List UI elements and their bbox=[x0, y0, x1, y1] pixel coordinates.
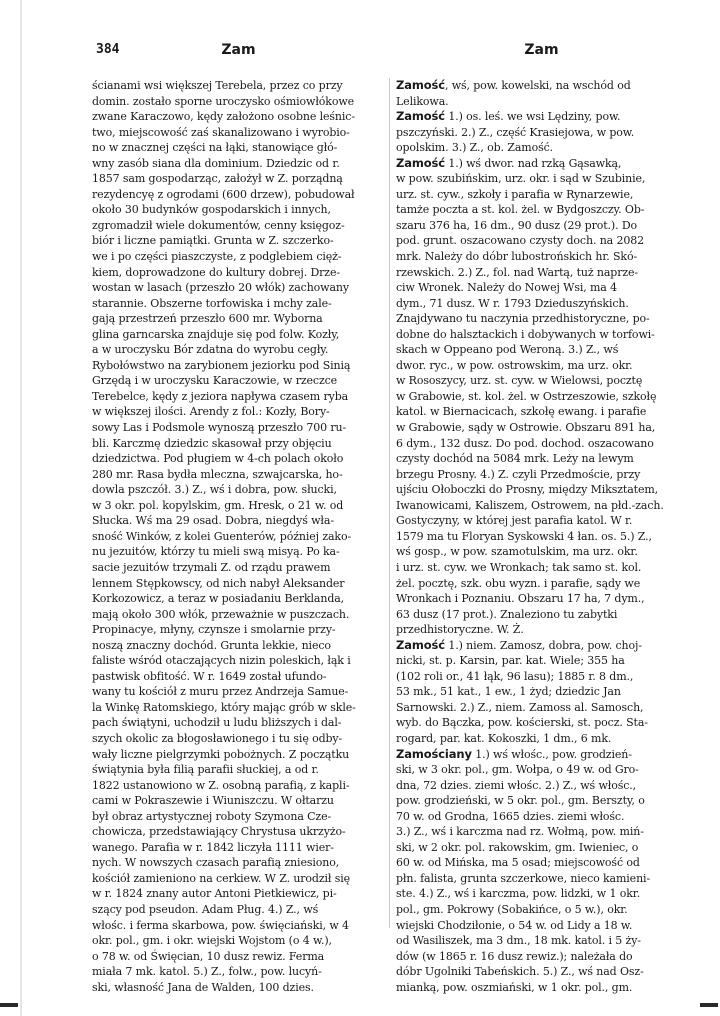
text-line: faliste wśród otaczających nizin poleskich, łąk i bbox=[92, 654, 351, 668]
text-line: mianką, pow. oszmiański, w 1 okr. pol., gm. bbox=[396, 980, 633, 994]
text-line: pol., gm. Pokrowy (Sobakińce, o 5 w.), okr. bbox=[396, 902, 628, 916]
text-line: w większej ilości. Arendy z fol.: Kozły, Bory- bbox=[92, 405, 330, 419]
text-line: Gostyczyny, w której jest parafia katol. W r. bbox=[396, 514, 633, 528]
text-line: Zamość 1.) os. leś. we wsi Lędziny, pow. bbox=[396, 109, 621, 124]
text-line: pastwisk obfitość. W r. 1649 został ufundo- bbox=[92, 669, 327, 683]
text-line: Rybołówstwo na zarybionem jeziorku pod Sinią bbox=[92, 358, 351, 372]
text-line: bli. Karczmę dziedzic skasował przy objęciu bbox=[92, 436, 332, 450]
text-line: brzegu Prosny. 4.) Z. czyli Przedmoście, przy bbox=[396, 467, 641, 481]
right-text-column bbox=[396, 78, 686, 995]
scan-edge-shadow bbox=[20, 0, 22, 1016]
text-line: czysty dochód na 5084 mrk. Leży na lewym bbox=[396, 452, 634, 466]
text-line: zwane Karaczowo, kędy założono osobne leśnic- bbox=[92, 110, 355, 124]
text-line: dobne do halsztackich i dobywanych w torfowi- bbox=[396, 327, 655, 341]
text-line: Zamościany 1.) wś włośc., pow. grodzień- bbox=[396, 746, 632, 761]
page-header bbox=[96, 42, 681, 64]
entry-headword: Zamościany bbox=[396, 746, 472, 761]
running-headword-right: Zam bbox=[524, 42, 559, 58]
text-line: szący pod pseudon. Adam Pług. 4.) Z., wś bbox=[92, 902, 319, 916]
text-line: Propinacye, młyny, czynsze i smolarnie przy- bbox=[92, 623, 336, 637]
text-line: żel. pocztę, szk. obu wyzn. i parafie, sądy we bbox=[396, 576, 641, 590]
text-line: two, miejscowość zaś skanalizowano i wyrobio- bbox=[92, 125, 350, 139]
text-line: sność Winków, z kolei Guenterów, później zako- bbox=[92, 529, 352, 543]
text-line: dwor. ryc., w pow. ostrowskim, ma urz. okr. bbox=[396, 358, 633, 372]
text-line: około 30 budynków gospodarskich i innych, bbox=[92, 203, 331, 217]
text-line: pszczyński. 2.) Z., część Krasiejowa, w pow. bbox=[396, 125, 635, 139]
text-line: miała 7 mk. katol. 5.) Z., folw., pow. lucyń- bbox=[92, 965, 322, 979]
text-line: w Grabowie, sądy w Ostrowie. Obszaru 891 ha, bbox=[396, 421, 656, 435]
text-line: Wronkach i Poznaniu. Obszaru 17 ha, 7 dym., bbox=[396, 592, 645, 606]
text-line: gają przestrzeń przeszło 600 mr. Wyborna bbox=[92, 312, 323, 326]
text-line: Lelikowa. bbox=[396, 94, 449, 108]
text-line: tamże poczta a st. kol. żel. w Bydgoszczy. Ob- bbox=[396, 203, 645, 217]
running-headword-left: Zam bbox=[221, 42, 256, 58]
text-line: Znajdywano tu naczynia przedhistoryczne, po- bbox=[396, 312, 650, 326]
text-line: ski, w 2 okr. pol. rakowskim, gm. Iwieniec, o bbox=[396, 840, 639, 854]
text-line: dziedzictwa. Pod pługiem w 4-ch polach około bbox=[92, 452, 344, 466]
text-line: 1857 sam gospodarząc, założył w Z. porządną bbox=[92, 172, 343, 186]
scan-registration-mark-left bbox=[0, 1003, 18, 1007]
text-line: w Rososzycy, urz. st. cyw. w Wielowsi, pocztę bbox=[396, 374, 643, 388]
text-line: ujściu Ołoboczki do Prosny, między Miksztatem, bbox=[396, 483, 659, 497]
text-line: Słucka. Wś ma 29 osad. Dobra, niegdyś wła- bbox=[92, 514, 334, 528]
text-line: rogard, par. kat. Kokoszki, 1 dm., 6 mk. bbox=[396, 731, 612, 745]
text-line: dowla pszczół. 3.) Z., wś i dobra, pow. słucki, bbox=[92, 483, 337, 497]
page-number: 384 bbox=[96, 42, 120, 57]
text-line: Zamość 1.) wś dwor. nad rzką Gąsawką, bbox=[396, 155, 622, 170]
text-line: wyb. do Bączka, pow. kościerski, st. pocz. Sta- bbox=[396, 716, 648, 730]
text-line: Sarnowski. 2.) Z., niem. Zamoss al. Samosch, bbox=[396, 700, 644, 714]
text-line: rzewskich. 2.) Z., fol. nad Wartą, tuż naprze- bbox=[396, 265, 639, 279]
text-line: wały liczne pielgrzymki pobożnych. Z początku bbox=[92, 747, 350, 761]
text-line: wny zasób siana dla dominium. Dziedzic od r. bbox=[92, 156, 340, 170]
text-line: mrk. Należy do dóbr lubostrońskich hr. Skó- bbox=[396, 250, 638, 264]
text-line: la Winkę Ratomskiego, który mając grób w skle- bbox=[92, 700, 356, 714]
text-line: wostan w lasach (przeszło 20 włók) zachowany bbox=[92, 281, 349, 295]
text-line: pow. grodzieński, w 5 okr. pol., gm. Berszty, o bbox=[396, 794, 645, 808]
text-line: 3.) Z., wś i karczma nad rz. Wołmą, pow. miń- bbox=[396, 825, 644, 839]
text-line: zgromadził wiele dokumentów, cenny księgoz- bbox=[92, 218, 345, 232]
text-line: świątynia była filią parafii słuckiej, a od r. bbox=[92, 763, 319, 777]
text-line: nych. W nowszych czasach parafią zniesiono, bbox=[92, 856, 340, 870]
text-line: w Grabowie, st. kol. żel. w Ostrzeszowie, szkołę bbox=[396, 389, 657, 403]
text-line: dym., 71 dusz. W r. 1793 Dzieduszyńskich. bbox=[396, 296, 629, 310]
text-line: był obraz artystycznej roboty Szymona Cze- bbox=[92, 809, 332, 823]
text-line: a w uroczysku Bór zdatna do wyrobu cegły. bbox=[92, 343, 329, 357]
text-line: kiem, doprowadzone do kultury dobrej. Drze- bbox=[92, 265, 340, 279]
text-line: rezydencyę z ogrodami (600 drzew), pobudował bbox=[92, 187, 355, 201]
text-line: we i po części piaszczyste, z podglebiem cięż- bbox=[92, 250, 342, 264]
text-line: szaru 376 ha, 16 dm., 90 dusz (29 prot.). Do bbox=[396, 218, 638, 232]
text-line: kościół zamieniono na cerkiew. W Z. urodził się bbox=[92, 871, 351, 885]
text-line: szych okolic za błogosławionego i tu się odby- bbox=[92, 731, 343, 745]
text-line: ski, w 3 okr. pol., gm. Wołpa, o 49 w. od Gro- bbox=[396, 763, 639, 777]
text-line: ski, własność Jana de Walden, 100 dzies. bbox=[92, 980, 314, 994]
text-line: 1579 ma tu Floryan Syskowski 4 łan. os. 5.) Z., bbox=[396, 529, 652, 543]
text-line: pach świątyni, uchodził u ludu bliższych i dal- bbox=[92, 716, 342, 730]
text-line: ste. 4.) Z., wś i karczma, pow. lidzki, w 1 okr. bbox=[396, 887, 641, 901]
text-line: od Wasiliszek, ma 3 dm., 18 mk. katol. i 5 ży- bbox=[396, 934, 641, 948]
text-line: w pow. szubińskim, urz. okr. i sąd w Szubinie, bbox=[396, 172, 646, 186]
text-line: ścianami wsi większej Terebela, przez co przy bbox=[92, 79, 343, 92]
text-line: okr. pol., gm. i okr. wiejski Wojstom (o 4 w.), bbox=[92, 934, 332, 948]
text-line: Korkozowicz, a teraz w posiadaniu Berklanda, bbox=[92, 592, 345, 606]
text-line: nu jezuitów, którzy tu mieli swą misyą. Po ka- bbox=[92, 545, 340, 559]
entry-headword: Zamość bbox=[396, 637, 445, 652]
text-line: skach w Oppeano pod Weroną. 3.) Z., wś bbox=[396, 343, 619, 357]
text-line: urz. st. cyw., szkoły i parafia w Rynarzewie, bbox=[396, 187, 634, 201]
text-line: przedhistoryczne. W. Ż. bbox=[396, 623, 524, 637]
entry-headword: Zamość bbox=[396, 109, 445, 124]
text-line: (102 roli or., 41 łąk, 96 lasu); 1885 r. 8 dm., bbox=[396, 669, 634, 683]
text-line: Terebelce, kędy z jeziora napływa czasem ryba bbox=[92, 389, 349, 403]
left-text-column bbox=[92, 78, 382, 995]
text-line: Grzędą i w uroczysku Karaczowie, w rzeczce bbox=[92, 374, 338, 388]
text-line: Zamość 1.) niem. Zamosz, dobra, pow. choj- bbox=[396, 637, 642, 652]
scan-registration-mark-right bbox=[700, 1003, 718, 1007]
text-line: wanego. Parafia w r. 1842 liczyła 1111 wier- bbox=[92, 840, 334, 854]
text-line: ciw Wronek. Należy do Nowej Wsi, ma 4 bbox=[396, 281, 618, 295]
text-line: dóbr Ugolniki Tabeńskich. 5.) Z., wś nad Osz- bbox=[396, 965, 644, 979]
text-line: o 78 w. od Święcian, 10 dusz rewiz. Ferma bbox=[92, 949, 325, 963]
entry-headword: Zamość bbox=[396, 78, 445, 92]
text-line: cami w Pokraszewie i Wiuniszczu. W ołtarzu bbox=[92, 794, 334, 808]
text-line: mają około 300 włók, przeważnie w puszczach. bbox=[92, 607, 350, 621]
text-line: 60 w. od Mińska, ma 5 osad; miejscowość od bbox=[396, 856, 640, 870]
text-line: 6 dym., 132 dusz. Do pod. dochod. oszacowano bbox=[396, 436, 654, 450]
entry-headword: Zamość bbox=[396, 155, 445, 170]
text-line: biór i liczne pamiątki. Grunta w Z. szczerko- bbox=[92, 234, 334, 248]
column-divider bbox=[389, 78, 390, 928]
text-line: włośc. i ferma skarbowa, pow. święciański, w 4 bbox=[92, 918, 349, 932]
text-line: dna, 72 dzies. ziemi włośc. 2.) Z., wś włośc., bbox=[396, 778, 637, 792]
text-line: i urz. st. cyw. we Wronkach; tak samo st. kol. bbox=[396, 560, 642, 574]
text-line: 70 w. od Grodna, 1665 dzies. ziemi włośc. bbox=[396, 809, 625, 823]
text-line: 63 dusz (17 prot.). Znaleziono tu zabytki bbox=[396, 607, 618, 621]
text-line: wany tu kościół z muru przez Andrzeja Samue- bbox=[92, 685, 349, 699]
text-line: pod. grunt. oszacowano czysty doch. na 2082 bbox=[396, 234, 644, 248]
text-line: Zamość, wś, pow. kowelski, na wschód od bbox=[396, 78, 631, 92]
text-line: 53 mk., 51 kat., 1 ew., 1 żyd; dziedzic Jan bbox=[396, 685, 621, 699]
text-line: wiejski Chodziłonie, o 54 w. od Lidy a 18 w. bbox=[396, 918, 633, 932]
text-line: w r. 1824 znany autor Antoni Pietkiewicz, pi- bbox=[92, 887, 337, 901]
text-line: sacie jezuitów trzymali Z. od rządu prawem bbox=[92, 560, 331, 574]
text-line: chowicza, przedstawiający Chrystusa ukrzyżo- bbox=[92, 825, 346, 839]
text-line: w 3 okr. pol. kopylskim, gm. Hresk, o 21 w. od bbox=[92, 498, 344, 512]
text-line: no w znacznej części na łąki, stanowiące głó- bbox=[92, 141, 338, 155]
text-line: płn. falista, grunta szczerkowe, nieco kamieni- bbox=[396, 871, 651, 885]
text-line: katol. w Biernacicach, szkołę ewang. i parafie bbox=[396, 405, 647, 419]
text-line: 280 mr. Rasa bydła mleczna, szwajcarska, ho- bbox=[92, 467, 343, 481]
text-line: glina garncarska znajduje się pod folw. Kozły, bbox=[92, 327, 340, 341]
text-line: starannie. Obszerne torfowiska i mchy zale- bbox=[92, 296, 332, 310]
text-line: wś gosp., w pow. szamotulskim, ma urz. okr. bbox=[396, 545, 638, 559]
text-line: domin. zostało sporne uroczysko ośmiowłókowe bbox=[92, 94, 355, 108]
text-line: dów (w 1865 r. 16 dusz rewiz.); należała do bbox=[396, 949, 633, 963]
text-line: 1822 ustanowiono w Z. osobną parafią, z kapli- bbox=[92, 778, 350, 792]
text-line: lennem Stępkowscy, od nich nabył Aleksander bbox=[92, 576, 345, 590]
text-line: Iwanowicami, Kaliszem, Ostrowem, na płd.-zach. bbox=[396, 498, 664, 512]
text-line: noszą znaczny dochód. Grunta lekkie, nieco bbox=[92, 638, 331, 652]
text-line: nicki, st. p. Karsin, par. kat. Wiele; 355 ha bbox=[396, 654, 625, 668]
text-line: sowy Las i Podsmole wynoszą przeszło 700 ru- bbox=[92, 421, 347, 435]
text-line: opolskim. 3.) Z., ob. Zamość. bbox=[396, 141, 554, 155]
